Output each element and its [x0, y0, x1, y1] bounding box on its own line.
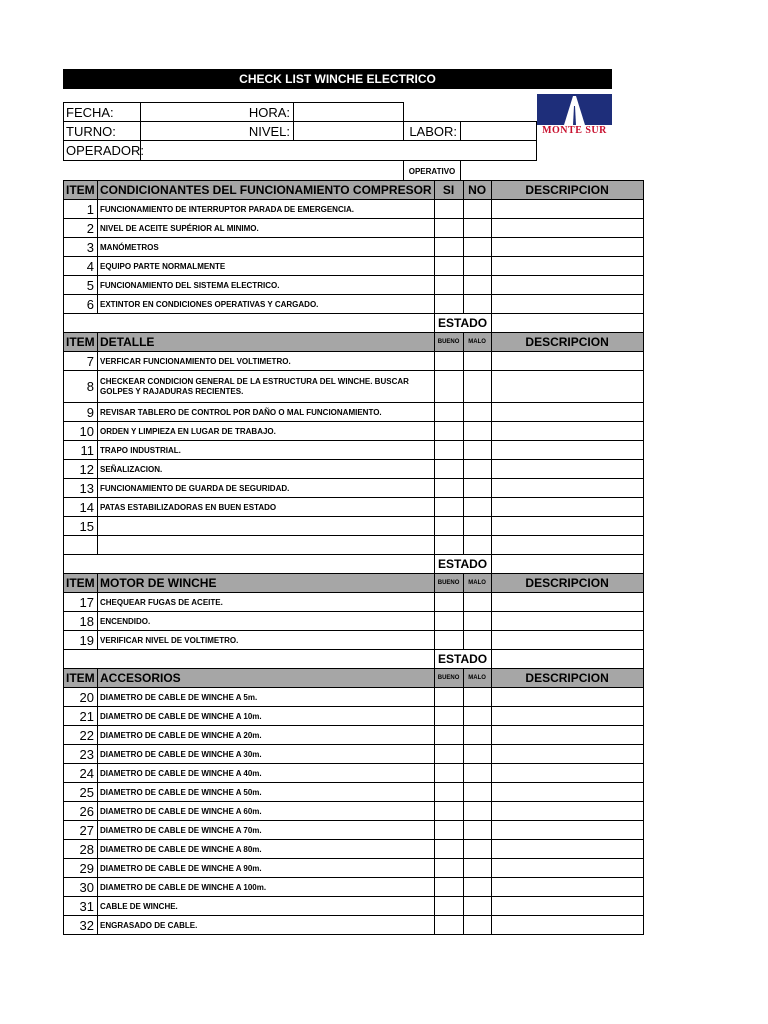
item-description — [98, 536, 435, 555]
descripcion-field[interactable] — [491, 257, 643, 276]
item-number — [64, 536, 98, 555]
table-row — [64, 783, 644, 802]
descripcion-field[interactable] — [491, 403, 643, 422]
check-col-a[interactable] — [434, 276, 463, 295]
check-col-a[interactable] — [434, 238, 463, 257]
estado-label: ESTADO — [434, 650, 491, 669]
descripcion-field[interactable] — [491, 631, 643, 650]
descripcion-field[interactable] — [491, 352, 643, 371]
descripcion-field[interactable] — [491, 859, 643, 878]
item-number: 20 — [64, 688, 98, 707]
item-number: 31 — [64, 897, 98, 916]
item-number: 19 — [64, 631, 98, 650]
check-col-b[interactable] — [463, 295, 491, 314]
item-description: FUNCIONAMIENTO DE INTERRUPTOR PARADA DE EMERGENCIA. — [98, 200, 435, 219]
check-col-b[interactable] — [463, 840, 491, 859]
operador-field[interactable] — [140, 140, 537, 161]
descripcion-field[interactable] — [491, 238, 643, 257]
item-number: 28 — [64, 840, 98, 859]
logo-text: MONTE SUR — [542, 125, 607, 136]
table-row — [64, 859, 644, 878]
turno-value-cell[interactable] — [140, 121, 294, 141]
check-col-a[interactable] — [434, 707, 463, 726]
check-col-a[interactable] — [434, 441, 463, 460]
check-col-a[interactable] — [434, 371, 463, 403]
nivel-label: NIVEL: — [248, 124, 290, 139]
check-col-a[interactable] — [434, 422, 463, 441]
check-col-b[interactable] — [463, 403, 491, 422]
item-number: 3 — [64, 238, 98, 257]
table-row — [64, 257, 644, 276]
col-a-header: BUENO — [434, 574, 463, 593]
item-number: 23 — [64, 745, 98, 764]
col-b-header: MALO — [463, 333, 491, 352]
descripcion-field[interactable] — [491, 422, 643, 441]
table-row — [64, 707, 644, 726]
logo-mark — [537, 94, 612, 125]
item-description: ENGRASADO DE CABLE. — [98, 916, 435, 935]
item-description: DIAMETRO DE CABLE DE WINCHE A 70m. — [98, 821, 435, 840]
item-number: 10 — [64, 422, 98, 441]
check-col-b[interactable] — [463, 707, 491, 726]
table-row — [64, 631, 644, 650]
table-row — [64, 422, 644, 441]
check-col-b[interactable] — [463, 688, 491, 707]
descripcion-field[interactable] — [491, 916, 643, 935]
table-row — [64, 276, 644, 295]
descripcion-field[interactable] — [491, 536, 643, 555]
col-a-header: SI — [434, 181, 463, 200]
check-col-a[interactable] — [434, 916, 463, 935]
table-row — [64, 219, 644, 238]
check-col-b[interactable] — [463, 479, 491, 498]
item-description: DIAMETRO DE CABLE DE WINCHE A 10m. — [98, 707, 435, 726]
descripcion-field[interactable] — [491, 764, 643, 783]
check-col-b[interactable] — [463, 802, 491, 821]
item-number: 15 — [64, 517, 98, 536]
check-col-b[interactable] — [463, 276, 491, 295]
table-row — [64, 238, 644, 257]
estado-desc-spacer — [491, 555, 643, 574]
descripcion-field[interactable] — [491, 498, 643, 517]
operativo-label: OPERATIVO — [403, 160, 461, 181]
descripcion-field[interactable] — [491, 707, 643, 726]
col-b-header: MALO — [463, 574, 491, 593]
item-description: DIAMETRO DE CABLE DE WINCHE A 5m. — [98, 688, 435, 707]
table-row — [64, 479, 644, 498]
item-description: REVISAR TABLERO DE CONTROL POR DAÑO O MAL FUNCIONAMIENTO. — [98, 403, 435, 422]
descripcion-field[interactable] — [491, 688, 643, 707]
item-number: 6 — [64, 295, 98, 314]
item-number: 11 — [64, 441, 98, 460]
check-col-a[interactable] — [434, 783, 463, 802]
item-number: 17 — [64, 593, 98, 612]
table-row — [64, 498, 644, 517]
labor-label: LABOR: — [409, 124, 457, 139]
descripcion-field[interactable] — [491, 783, 643, 802]
check-col-a[interactable] — [434, 859, 463, 878]
descripcion-field[interactable] — [491, 745, 643, 764]
operador-label: OPERADOR: — [66, 143, 145, 158]
check-col-b[interactable] — [463, 460, 491, 479]
item-number: 14 — [64, 498, 98, 517]
check-col-b[interactable] — [463, 593, 491, 612]
item-number: 30 — [64, 878, 98, 897]
descripcion-field[interactable] — [491, 200, 643, 219]
item-description: EQUIPO PARTE NORMALMENTE — [98, 257, 435, 276]
descripcion-field[interactable] — [491, 878, 643, 897]
table-row — [64, 536, 644, 555]
table-row — [64, 593, 644, 612]
estado-row — [64, 314, 644, 333]
item-number: 2 — [64, 219, 98, 238]
item-number: 18 — [64, 612, 98, 631]
descripcion-field[interactable] — [491, 295, 643, 314]
check-col-a[interactable] — [434, 517, 463, 536]
check-col-a[interactable] — [434, 460, 463, 479]
col-a-header: BUENO — [434, 669, 463, 688]
table-row — [64, 897, 644, 916]
item-description: ORDEN Y LIMPIEZA EN LUGAR DE TRABAJO. — [98, 422, 435, 441]
item-number: 25 — [64, 783, 98, 802]
item-number: 12 — [64, 460, 98, 479]
check-col-a[interactable] — [434, 821, 463, 840]
section-title: MOTOR DE WINCHE — [98, 574, 435, 593]
table-row — [64, 295, 644, 314]
check-col-b[interactable] — [463, 238, 491, 257]
estado-spacer — [64, 314, 435, 333]
table-row — [64, 460, 644, 479]
table-row — [64, 764, 644, 783]
descripcion-field[interactable] — [491, 821, 643, 840]
check-col-b[interactable] — [463, 536, 491, 555]
table-row — [64, 726, 644, 745]
labor-label-cell — [403, 121, 461, 141]
descripcion-field[interactable] — [491, 371, 643, 403]
item-description: CABLE DE WINCHE. — [98, 897, 435, 916]
hora-label: HORA: — [248, 105, 290, 120]
operador-label-cell — [63, 140, 145, 161]
table-row — [64, 878, 644, 897]
check-col-b[interactable] — [463, 897, 491, 916]
check-col-b[interactable] — [463, 859, 491, 878]
item-description: SEÑALIZACION. — [98, 460, 435, 479]
check-col-a[interactable] — [434, 631, 463, 650]
descripcion-header: DESCRIPCION — [491, 181, 643, 200]
item-description: VERFICAR FUNCIONAMIENTO DEL VOLTIMETRO. — [98, 352, 435, 371]
check-col-b[interactable] — [463, 441, 491, 460]
col-b-header: NO — [463, 181, 491, 200]
item-description: CHECKEAR CONDICION GENERAL DE LA ESTRUCTURA DEL WINCHE. BUSCAR GOLPES Y RAJADURAS RECIENTES. — [98, 371, 435, 403]
table-row — [64, 688, 644, 707]
check-col-a[interactable] — [434, 403, 463, 422]
check-col-b[interactable] — [463, 352, 491, 371]
item-header: ITEM — [64, 574, 98, 593]
hora-field[interactable] — [293, 102, 404, 122]
item-description: DIAMETRO DE CABLE DE WINCHE A 90m. — [98, 859, 435, 878]
table-row — [64, 517, 644, 536]
section-title: ACCESORIOS — [98, 669, 435, 688]
check-col-b[interactable] — [463, 517, 491, 536]
checklist-table — [63, 180, 644, 935]
check-col-a[interactable] — [434, 688, 463, 707]
descripcion-field[interactable] — [491, 593, 643, 612]
item-number: 26 — [64, 802, 98, 821]
turno-label: TURNO: — [66, 124, 116, 139]
check-col-a[interactable] — [434, 612, 463, 631]
check-col-b[interactable] — [463, 257, 491, 276]
item-description: EXTINTOR EN CONDICIONES OPERATIVAS Y CARGADO. — [98, 295, 435, 314]
item-description: DIAMETRO DE CABLE DE WINCHE A 40m. — [98, 764, 435, 783]
check-col-b[interactable] — [463, 726, 491, 745]
check-col-a[interactable] — [434, 479, 463, 498]
item-number: 9 — [64, 403, 98, 422]
table-row — [64, 441, 644, 460]
item-number: 27 — [64, 821, 98, 840]
descripcion-field[interactable] — [491, 276, 643, 295]
table-row — [64, 916, 644, 935]
descripcion-field[interactable] — [491, 460, 643, 479]
estado-row — [64, 650, 644, 669]
table-row — [64, 371, 644, 403]
check-col-b[interactable] — [463, 745, 491, 764]
item-number: 24 — [64, 764, 98, 783]
check-col-b[interactable] — [463, 498, 491, 517]
col-b-header: MALO — [463, 669, 491, 688]
descripcion-header: DESCRIPCION — [491, 669, 643, 688]
estado-label: ESTADO — [434, 555, 491, 574]
check-col-b[interactable] — [463, 878, 491, 897]
estado-spacer — [64, 555, 435, 574]
estado-desc-spacer — [491, 314, 643, 333]
check-col-b[interactable] — [463, 764, 491, 783]
estado-spacer — [64, 650, 435, 669]
section-title: CONDICIONANTES DEL FUNCIONAMIENTO COMPRESOR — [98, 181, 435, 200]
item-header: ITEM — [64, 333, 98, 352]
estado-label: ESTADO — [434, 314, 491, 333]
descripcion-header: DESCRIPCION — [491, 333, 643, 352]
check-col-a[interactable] — [434, 295, 463, 314]
item-number: 1 — [64, 200, 98, 219]
check-col-b[interactable] — [463, 612, 491, 631]
labor-field[interactable] — [460, 121, 537, 141]
section-header — [64, 574, 644, 593]
table-row — [64, 821, 644, 840]
item-number: 32 — [64, 916, 98, 935]
check-col-a[interactable] — [434, 352, 463, 371]
check-col-b[interactable] — [463, 631, 491, 650]
check-col-a[interactable] — [434, 200, 463, 219]
check-col-a[interactable] — [434, 498, 463, 517]
item-number: 29 — [64, 859, 98, 878]
descripcion-field[interactable] — [491, 441, 643, 460]
item-description: FUNCIONAMIENTO DE GUARDA DE SEGURIDAD. — [98, 479, 435, 498]
table-row — [64, 612, 644, 631]
item-description: MANÓMETROS — [98, 238, 435, 257]
descripcion-field[interactable] — [491, 219, 643, 238]
item-description: TRAPO INDUSTRIAL. — [98, 441, 435, 460]
estado-row — [64, 555, 644, 574]
table-row — [64, 802, 644, 821]
fecha-value-cell[interactable] — [140, 102, 294, 122]
item-description — [98, 517, 435, 536]
table-row — [64, 200, 644, 219]
item-number: 7 — [64, 352, 98, 371]
check-col-a[interactable] — [434, 593, 463, 612]
descripcion-field[interactable] — [491, 612, 643, 631]
nivel-field[interactable] — [293, 121, 404, 141]
check-col-a[interactable] — [434, 726, 463, 745]
item-description: PATAS ESTABILIZADORAS EN BUEN ESTADO — [98, 498, 435, 517]
item-description: ENCENDIDO. — [98, 612, 435, 631]
check-col-a[interactable] — [434, 745, 463, 764]
item-header: ITEM — [64, 181, 98, 200]
estado-desc-spacer — [491, 650, 643, 669]
item-description: DIAMETRO DE CABLE DE WINCHE A 60m. — [98, 802, 435, 821]
check-col-b[interactable] — [463, 422, 491, 441]
descripcion-field[interactable] — [491, 726, 643, 745]
check-col-b[interactable] — [463, 821, 491, 840]
item-number: 4 — [64, 257, 98, 276]
check-col-a[interactable] — [434, 536, 463, 555]
fecha-label: FECHA: — [66, 105, 114, 120]
item-header: ITEM — [64, 669, 98, 688]
section-header — [64, 669, 644, 688]
item-number: 22 — [64, 726, 98, 745]
item-description: CHEQUEAR FUGAS DE ACEITE. — [98, 593, 435, 612]
descripcion-field[interactable] — [491, 840, 643, 859]
check-col-b[interactable] — [463, 200, 491, 219]
check-col-a[interactable] — [434, 878, 463, 897]
item-number: 13 — [64, 479, 98, 498]
section-title: DETALLE — [98, 333, 435, 352]
company-logo — [537, 94, 612, 138]
item-description: VERIFICAR NIVEL DE VOLTIMETRO. — [98, 631, 435, 650]
descripcion-field[interactable] — [491, 802, 643, 821]
check-col-a[interactable] — [434, 840, 463, 859]
table-row — [64, 745, 644, 764]
table-row — [64, 352, 644, 371]
check-col-b[interactable] — [463, 371, 491, 403]
section-header — [64, 181, 644, 200]
document-title: CHECK LIST WINCHE ELECTRICO — [63, 69, 612, 89]
check-col-b[interactable] — [463, 916, 491, 935]
descripcion-field[interactable] — [491, 897, 643, 916]
check-col-a[interactable] — [434, 764, 463, 783]
descripcion-field[interactable] — [491, 517, 643, 536]
item-description: DIAMETRO DE CABLE DE WINCHE A 30m. — [98, 745, 435, 764]
table-row — [64, 840, 644, 859]
section-header — [64, 333, 644, 352]
check-col-b[interactable] — [463, 219, 491, 238]
check-col-a[interactable] — [434, 897, 463, 916]
item-description: DIAMETRO DE CABLE DE WINCHE A 20m. — [98, 726, 435, 745]
check-col-a[interactable] — [434, 257, 463, 276]
item-description: FUNCIONAMIENTO DEL SISTEMA ELECTRICO. — [98, 276, 435, 295]
check-col-b[interactable] — [463, 783, 491, 802]
fecha-label-cell — [63, 102, 141, 122]
item-description: DIAMETRO DE CABLE DE WINCHE A 50m. — [98, 783, 435, 802]
check-col-a[interactable] — [434, 219, 463, 238]
item-description: DIAMETRO DE CABLE DE WINCHE A 100m. — [98, 878, 435, 897]
turno-label-cell — [63, 121, 141, 141]
item-number: 21 — [64, 707, 98, 726]
item-number: 8 — [64, 371, 98, 403]
item-description: DIAMETRO DE CABLE DE WINCHE A 80m. — [98, 840, 435, 859]
item-number: 5 — [64, 276, 98, 295]
col-a-header: BUENO — [434, 333, 463, 352]
check-col-a[interactable] — [434, 802, 463, 821]
item-description: NIVEL DE ACEITE SUPÉRIOR AL MINIMO. — [98, 219, 435, 238]
descripcion-header: DESCRIPCION — [491, 574, 643, 593]
descripcion-field[interactable] — [491, 479, 643, 498]
table-row — [64, 403, 644, 422]
